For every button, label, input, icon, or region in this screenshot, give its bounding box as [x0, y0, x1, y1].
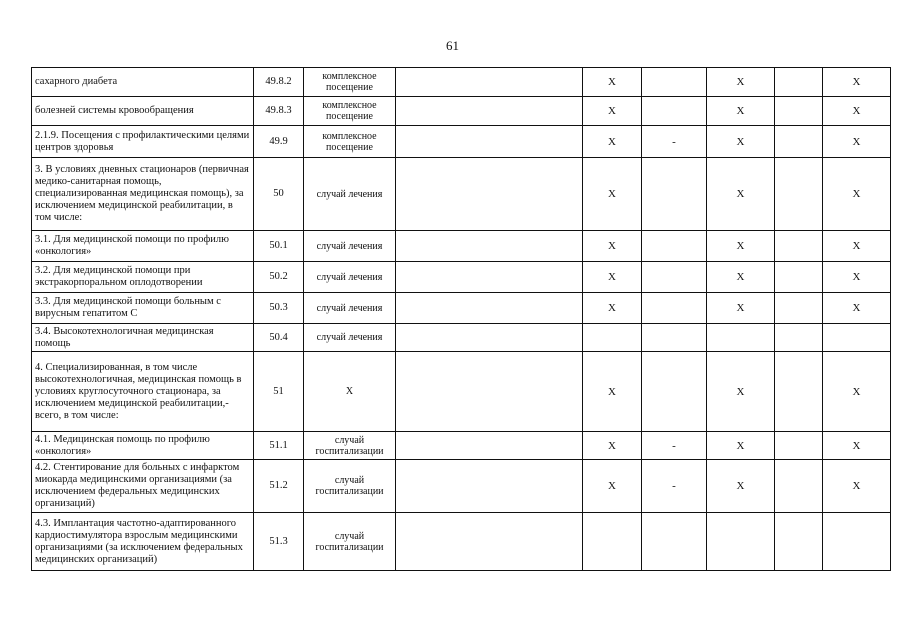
- value-cell: X: [823, 126, 891, 158]
- table-row: [32, 293, 891, 324]
- row-label: 4. Специализированная, в том числе высокотехнологичная, медицинская помощь в условиях круглосуточного стационара, за исключением медицинской реабилитации,- всего, в том числе:: [32, 352, 254, 432]
- value-cell: [396, 293, 583, 324]
- row-unit: случай лечения: [304, 158, 396, 231]
- value-cell: [775, 68, 823, 97]
- row-label: сахарного диабета: [32, 68, 254, 97]
- row-unit: случай госпитализации: [304, 513, 396, 571]
- value-cell: X: [583, 432, 642, 460]
- value-cell: [396, 460, 583, 513]
- value-cell: [823, 513, 891, 571]
- value-cell: [396, 432, 583, 460]
- row-label: 3.4. Высокотехнологичная медицинская помощь: [32, 324, 254, 352]
- value-cell: [775, 352, 823, 432]
- row-number: 49.9: [254, 126, 304, 158]
- row-unit: случай лечения: [304, 293, 396, 324]
- table-row: [32, 324, 891, 352]
- row-number: 51.1: [254, 432, 304, 460]
- value-cell: [396, 126, 583, 158]
- value-cell: [775, 324, 823, 352]
- row-number: 50.3: [254, 293, 304, 324]
- row-number: 50.4: [254, 324, 304, 352]
- value-cell: [396, 158, 583, 231]
- row-unit: комплексное посещение: [304, 126, 396, 158]
- value-cell: X: [707, 97, 775, 126]
- value-cell: [775, 293, 823, 324]
- value-cell: X: [823, 97, 891, 126]
- value-cell: X: [823, 432, 891, 460]
- value-cell: X: [707, 231, 775, 262]
- value-cell: X: [583, 97, 642, 126]
- row-unit: комплексное посещение: [304, 97, 396, 126]
- value-cell: X: [583, 231, 642, 262]
- value-cell: [396, 68, 583, 97]
- value-cell: -: [642, 460, 707, 513]
- value-cell: [642, 158, 707, 231]
- row-number: 50: [254, 158, 304, 231]
- row-unit: случай лечения: [304, 231, 396, 262]
- value-cell: X: [823, 460, 891, 513]
- row-label: 4.1. Медицинская помощь по профилю «онкология»: [32, 432, 254, 460]
- table-row: [32, 126, 891, 158]
- value-cell: [775, 97, 823, 126]
- value-cell: X: [823, 262, 891, 293]
- row-number: 50.2: [254, 262, 304, 293]
- row-unit: комплексное посещение: [304, 68, 396, 97]
- value-cell: X: [583, 158, 642, 231]
- value-cell: [775, 231, 823, 262]
- value-cell: X: [707, 68, 775, 97]
- value-cell: X: [707, 460, 775, 513]
- value-cell: [396, 352, 583, 432]
- table-row: [32, 432, 891, 460]
- table-row: [32, 262, 891, 293]
- value-cell: [823, 324, 891, 352]
- value-cell: [642, 231, 707, 262]
- value-cell: X: [707, 126, 775, 158]
- data-table: [31, 67, 891, 571]
- value-cell: -: [642, 126, 707, 158]
- value-cell: X: [583, 293, 642, 324]
- row-number: 51.2: [254, 460, 304, 513]
- value-cell: [775, 158, 823, 231]
- value-cell: [642, 262, 707, 293]
- value-cell: X: [583, 460, 642, 513]
- value-cell: X: [707, 432, 775, 460]
- row-label: 3. В условиях дневных стационаров (первичная медико-санитарная помощь, специализированная медицинская помощь), за исключением медицинской реабилитации, в том числе:: [32, 158, 254, 231]
- value-cell: [396, 231, 583, 262]
- value-cell: X: [823, 68, 891, 97]
- table-row: [32, 352, 891, 432]
- row-number: 50.1: [254, 231, 304, 262]
- value-cell: X: [707, 262, 775, 293]
- table-row: [32, 158, 891, 231]
- value-cell: X: [823, 158, 891, 231]
- row-number: 51.3: [254, 513, 304, 571]
- value-cell: [775, 460, 823, 513]
- value-cell: [583, 324, 642, 352]
- value-cell: [775, 513, 823, 571]
- value-cell: X: [583, 68, 642, 97]
- row-unit: случай лечения: [304, 324, 396, 352]
- value-cell: [642, 68, 707, 97]
- value-cell: X: [583, 352, 642, 432]
- row-unit: случай госпитализации: [304, 460, 396, 513]
- row-label: 3.3. Для медицинской помощи больным с вирусным гепатитом С: [32, 293, 254, 324]
- value-cell: [775, 262, 823, 293]
- row-number: 49.8.3: [254, 97, 304, 126]
- value-cell: X: [823, 352, 891, 432]
- value-cell: X: [707, 352, 775, 432]
- value-cell: X: [823, 231, 891, 262]
- row-label: 2.1.9. Посещения с профилактическими целями центров здоровья: [32, 126, 254, 158]
- value-cell: [396, 324, 583, 352]
- value-cell: X: [583, 126, 642, 158]
- row-unit: случай лечения: [304, 262, 396, 293]
- page-number: 61: [446, 38, 459, 53]
- value-cell: [775, 432, 823, 460]
- value-cell: [396, 97, 583, 126]
- value-cell: [642, 513, 707, 571]
- row-unit: случай госпитализации: [304, 432, 396, 460]
- table-row: [32, 97, 891, 126]
- value-cell: [642, 352, 707, 432]
- row-label: 3.1. Для медицинской помощи по профилю «онкология»: [32, 231, 254, 262]
- value-cell: [642, 293, 707, 324]
- row-number: 49.8.2: [254, 68, 304, 97]
- value-cell: [775, 126, 823, 158]
- value-cell: [642, 324, 707, 352]
- table-body: [32, 68, 891, 571]
- row-label: 3.2. Для медицинской помощи при экстракорпоральном оплодотворении: [32, 262, 254, 293]
- value-cell: X: [707, 158, 775, 231]
- table-row: [32, 513, 891, 571]
- row-label: 4.3. Имплантация частотно-адаптированного кардиостимулятора взрослым медицинскими организациями (за исключением федеральных медицинских организаций): [32, 513, 254, 571]
- row-number: 51: [254, 352, 304, 432]
- row-label: болезней системы кровообращения: [32, 97, 254, 126]
- value-cell: X: [823, 293, 891, 324]
- table-row: [32, 231, 891, 262]
- value-cell: [642, 97, 707, 126]
- value-cell: X: [707, 293, 775, 324]
- table-row: [32, 460, 891, 513]
- value-cell: [583, 513, 642, 571]
- value-cell: [707, 324, 775, 352]
- value-cell: X: [583, 262, 642, 293]
- value-cell: -: [642, 432, 707, 460]
- value-cell: [396, 513, 583, 571]
- value-cell: [396, 262, 583, 293]
- table-row: [32, 68, 891, 97]
- row-label: 4.2. Стентирование для больных с инфарктом миокарда медицинскими организациями (за исключением федеральных медицинских организаций): [32, 460, 254, 513]
- value-cell: [707, 513, 775, 571]
- row-unit: X: [304, 352, 396, 432]
